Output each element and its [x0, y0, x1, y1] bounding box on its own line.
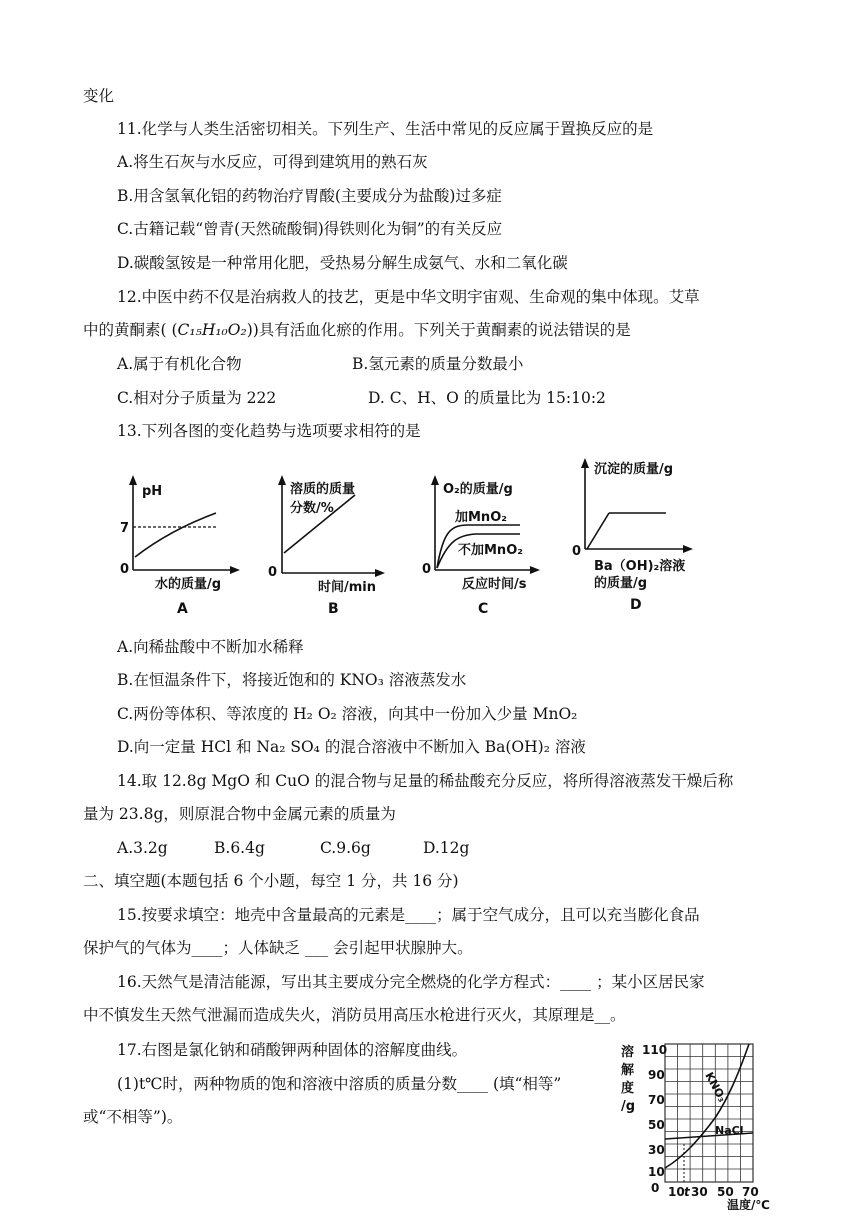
option-13b: B.在恒温条件下，将接近饱和的 KNO₃ 溶液蒸发水: [117, 671, 467, 689]
figure-d-ylabel: 沉淀的质量/g: [594, 462, 674, 477]
option-14c: C.9.6g: [320, 839, 371, 857]
nacl-label: NaCl: [715, 1124, 744, 1137]
option-11b: B.用含氢氧化铝的药物治疗胃酸(主要成分为盐酸)过多症: [117, 187, 502, 205]
figure-d-xlabel: 的质量/g: [594, 576, 648, 591]
question-16: 16.天然气是清洁能源，写出其主要成分完全燃烧的化学方程式：____ ；某小区居民家: [117, 973, 705, 991]
figure-c-caption: C: [478, 601, 489, 617]
section-heading: 二、填空题(本题包括 6 个小题，每空 1 分，共 16 分): [83, 872, 459, 890]
x-axis-label: 温度/℃: [727, 1198, 770, 1210]
option-11a: A.将生石灰与水反应，可得到建筑用的熟石灰: [117, 153, 428, 171]
question-15-cont: 保护气的气体为____；人体缺乏 ___ 会引起甲状腺肿大。: [83, 939, 473, 957]
option-12a: A.属于有机化合物: [117, 355, 242, 373]
question-17-part1-cont: 或“不相等”)。: [83, 1108, 183, 1126]
y-tick-label: 70: [648, 1093, 665, 1107]
figure-a-xlabel: 水的质量/g: [155, 577, 222, 592]
y-tick-label: 50: [648, 1118, 665, 1132]
question-17-part1: (1)t℃时，两种物质的饱和溶液中溶质的质量分数____ (填“相等”: [117, 1075, 562, 1093]
option-13d: D.向一定量 HCl 和 Na₂ SO₄ 的混合溶液中不断加入 Ba(OH)₂ 溶液: [117, 738, 586, 756]
x-tick-label: 10: [668, 1185, 685, 1199]
figure-c: [422, 475, 540, 617]
y-tick-label: 110: [642, 1043, 668, 1057]
x-tick-label: 30: [691, 1185, 708, 1199]
q13-figures: [110, 455, 800, 620]
option-14a: A.3.2g: [117, 839, 168, 857]
figure-d-xlabel: Ba（OH)₂溶液: [594, 559, 686, 574]
question-11: 11.化学与人类生活密切相关。下列生产、生活中常见的反应属于置换反应的是: [117, 120, 654, 138]
figure-d-origin: 0: [572, 544, 582, 559]
y-axis-label: /g: [621, 1099, 636, 1114]
kno3-label: KNO₃: [702, 1070, 729, 1105]
figure-c-xlabel: 反应时间/s: [462, 577, 527, 592]
figure-b-caption: B: [328, 601, 339, 617]
option-12c: C.相对分子质量为 222: [117, 389, 277, 407]
figure-a-tick: 7: [120, 521, 130, 536]
figure-c-ylabel: O₂的质量/g: [443, 482, 513, 497]
figure-c-origin: 0: [422, 562, 432, 577]
text-span: 中的黄酮素( (: [83, 321, 178, 339]
question-14: 14.取 12.8g MgO 和 CuO 的混合物与足量的稀盐酸充分反应，将所得溶液蒸发干燥后称: [117, 772, 734, 790]
figure-a-origin: 0: [120, 562, 130, 577]
question-12: 12.中医中药不仅是治病救人的技艺，更是中华文明宇宙观、生命观的集中体现。艾草: [117, 288, 700, 306]
question-17: 17.右图是氯化钠和硝酸钾两种固体的溶解度曲线。: [117, 1041, 468, 1059]
figure-b-ylabel: 溶质的质量: [290, 482, 356, 497]
option-13a: A.向稀盐酸中不断加水稀释: [117, 638, 304, 656]
figure-b-xlabel: 时间/min: [318, 580, 377, 595]
option-14d: D.12g: [423, 839, 470, 857]
text-span: ))具有活血化瘀的作用。下列关于黄酮素的说法错误的是: [246, 321, 631, 339]
question-14-cont: 量为 23.8g，则原混合物中金属元素的质量为: [83, 805, 396, 823]
figure-d-caption: D: [630, 597, 642, 613]
question-16-cont: 中不慎发生天然气泄漏而造成失火，消防员用高压水枪进行灭火，其原理是__。: [83, 1006, 626, 1024]
y-tick-label: 30: [648, 1143, 665, 1157]
question-12-cont: [83, 320, 631, 340]
figure-c-curve1: 加MnO₂: [455, 510, 507, 525]
figure-a-caption: A: [177, 601, 188, 617]
x-tick-label: 50: [717, 1185, 734, 1199]
figure-b: [268, 475, 385, 617]
option-11d: D.碳酸氢铵是一种常用化肥，受热易分解生成氨气、水和二氧化碳: [117, 254, 568, 272]
figure-d: [572, 458, 693, 613]
figure-b-origin: 0: [268, 565, 278, 580]
x-tick-label: t: [684, 1185, 690, 1199]
formula: C₁₅H₁₀O₂: [177, 321, 247, 339]
figure-a: [120, 475, 240, 617]
y-axis-label: 溶: [621, 1045, 635, 1060]
option-12d: D. C、H、O 的质量比为 15:10:2: [368, 389, 606, 407]
figure-c-curve2: 不加MnO₂: [458, 543, 523, 558]
text-line: 变化: [83, 87, 115, 105]
option-11c: C.古籍记载“曾青(天然硫酸铜)得铁则化为铜”的有关反应: [117, 220, 503, 238]
y-axis-label: 解: [621, 1063, 635, 1078]
solubility-chart: [615, 1038, 795, 1210]
x-tick-label: 70: [742, 1185, 759, 1199]
y-axis-label: 度: [621, 1081, 635, 1096]
y-tick-label: 10: [648, 1165, 665, 1179]
question-15: 15.按要求填空：地壳中含量最高的元素是____；属于空气成分，且可以充当膨化食品: [117, 906, 700, 924]
option-14b: B.6.4g: [214, 839, 265, 857]
y-tick-label: 0: [651, 1181, 660, 1195]
figure-a-ylabel: pH: [142, 484, 163, 499]
figure-b-ylabel: 分数/%: [290, 501, 334, 516]
question-13: 13.下列各图的变化趋势与选项要求相符的是: [117, 422, 421, 440]
y-tick-label: 90: [648, 1068, 665, 1082]
option-13c: C.两份等体积、等浓度的 H₂ O₂ 溶液，向其中一份加入少量 MnO₂: [117, 705, 578, 723]
option-12b: B.氢元素的质量分数最小: [352, 355, 524, 373]
